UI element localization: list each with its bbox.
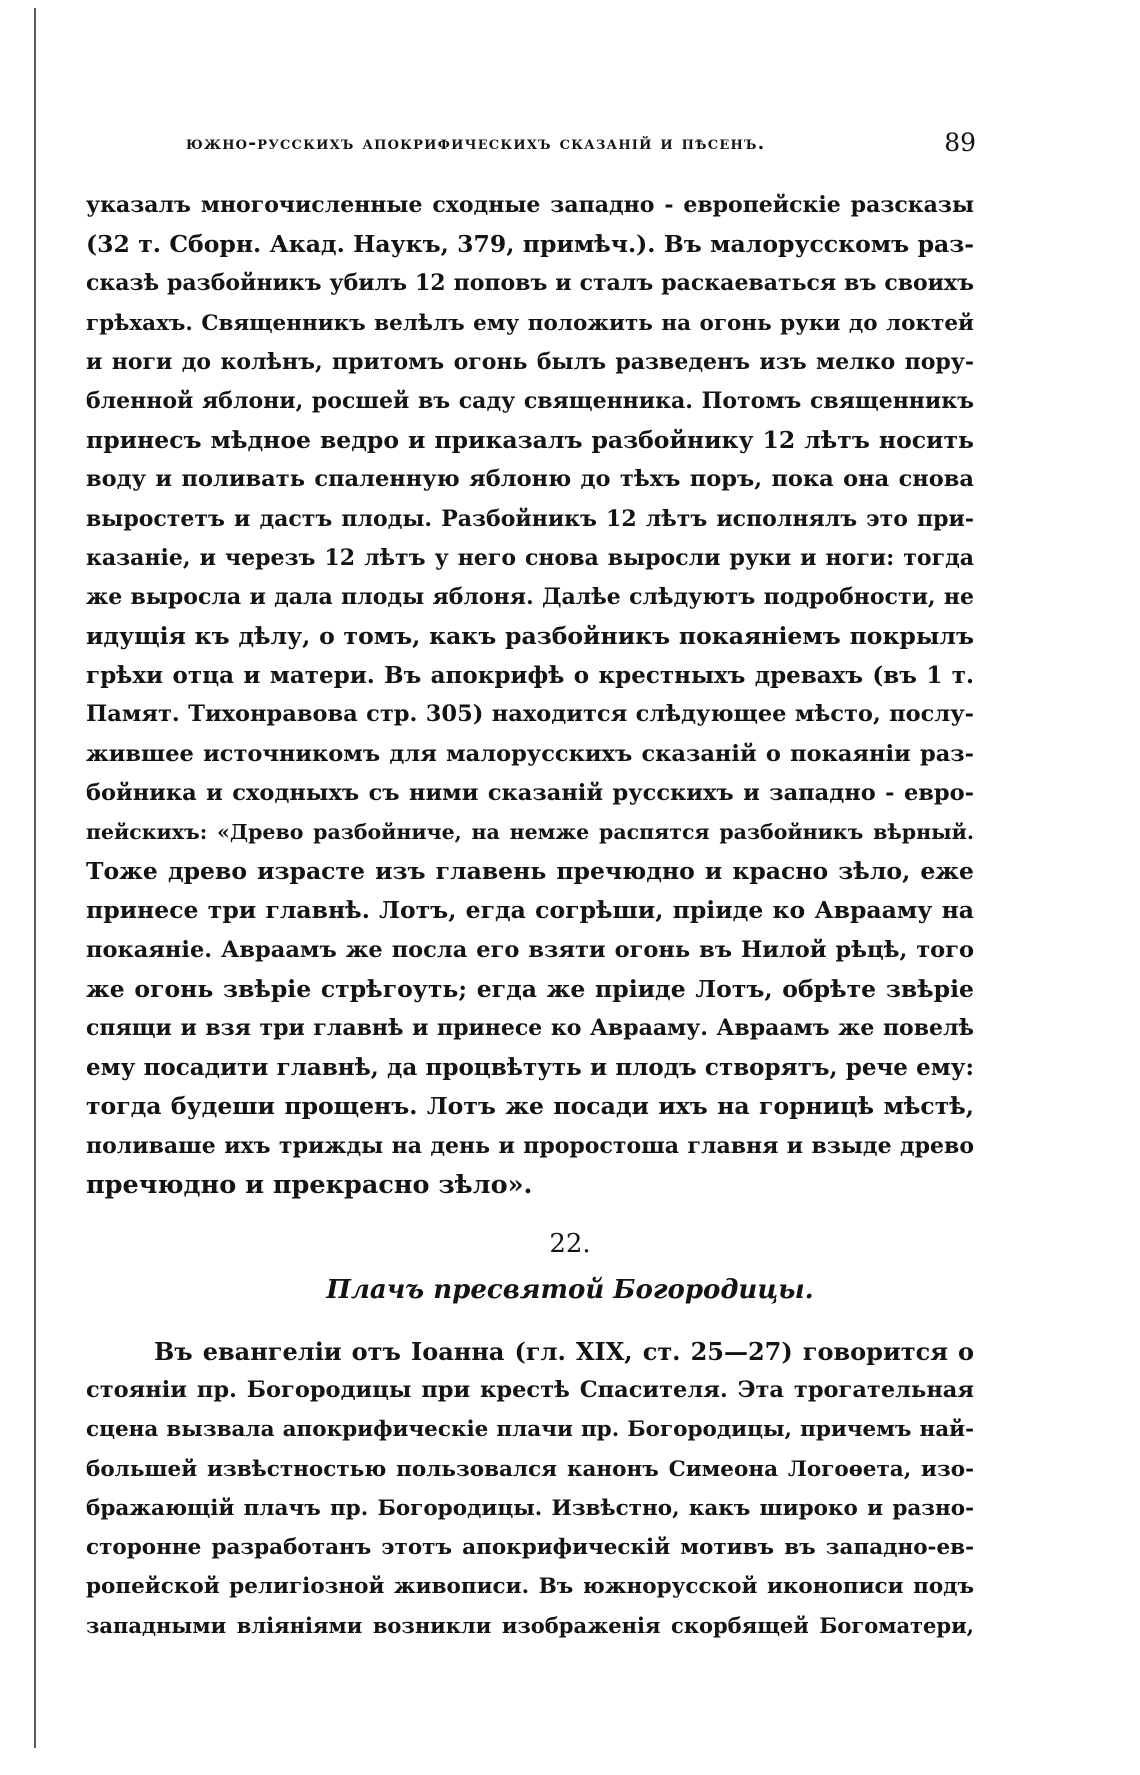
text-line: стояніи пр. Богородицы при крестѣ Спасителя. Эта трогательная xyxy=(86,1377,974,1404)
text-line: ропейской религіозной живописи. Въ южнорусской иконописи подъ xyxy=(86,1574,974,1600)
section-number: 22. xyxy=(549,1229,591,1259)
text-line: казаніе, и черезъ 12 лѣтъ у него снова выросли руки и ноги: тогда xyxy=(86,544,974,571)
binding-edge-rule xyxy=(34,8,36,1748)
text-line: воду и поливать спаленную яблоню до тѣхъ поръ, пока она снова xyxy=(86,466,974,493)
text-line: же огонь звѣріе стрѣгоуть; егда же пріиде Лотъ, обрѣте звѣріе xyxy=(86,974,974,1003)
text-line: идущія къ дѣлу, о томъ, какъ разбойникъ покаяніемъ покрылъ xyxy=(86,622,974,651)
text-line: поливаше ихъ трижды на день и проростоша главня и взыде древо xyxy=(86,1132,974,1159)
text-line: покаяніе. Авраамъ же посла его взяти огонь въ Нилой рѣцѣ, того xyxy=(86,936,974,963)
text-line: сказѣ разбойникъ убилъ 12 поповъ и сталъ раскаеваться въ своихъ xyxy=(86,270,974,297)
text-line: принесъ мѣдное ведро и приказалъ разбойнику 12 лѣтъ носить xyxy=(86,426,974,455)
page-number: 89 xyxy=(944,128,976,157)
text-line: тогда будеши прощенъ. Лотъ же посади ихъ на горницѣ мѣстѣ, xyxy=(86,1092,974,1121)
text-line: бражающій плачъ пр. Богородицы. Извѣстно, какъ широко и разно- xyxy=(86,1495,974,1521)
page-header xyxy=(186,128,976,160)
text-line: спящи и взя три главнѣ и принесе ко Аврааму. Авраамъ же повелѣ xyxy=(86,1014,974,1041)
text-line: западными вліяніями возникли изображенія скорбящей Богоматери, xyxy=(86,1613,974,1639)
text-line: пейскихъ: «Древо разбойниче, на немже распятся разбойникъ вѣрный. xyxy=(86,820,974,844)
section-title: Плачъ пресвятой Богородицы. xyxy=(326,1275,814,1305)
text-line: Памят. Тихонравова стр. 305) находится слѣдующее мѣсто, послу- xyxy=(86,701,974,728)
text-line-first: Въ евангеліи отъ Іоанна (гл. XIX, ст. 25—27) говорится о xyxy=(154,1337,974,1366)
running-head: южно-русскихъ апокрифическихъ сказаній и пѣсенъ. xyxy=(186,132,766,154)
paragraph-1 xyxy=(86,186,974,1205)
text-line: жившее источникомъ для малорусскихъ сказаній о покаяніи раз- xyxy=(86,740,974,767)
text-line-last: пречюдно и прекрасно зѣло». xyxy=(86,1169,533,1200)
text-line: же выросла и дала плоды яблоня. Далѣе слѣдуютъ подробности, не xyxy=(86,583,974,610)
text-line: большей извѣстностью пользовался канонъ Симеона Логоѳета, изо- xyxy=(86,1456,974,1482)
text-line: Тоже древо израсте изъ главень пречюдно и красно зѣло, еже xyxy=(86,857,974,886)
text-line: принесе три главнѣ. Лотъ, егда согрѣши, пріиде ко Аврааму на xyxy=(86,896,974,925)
text-line: грѣхи отца и матери. Въ апокрифѣ о крестныхъ древахъ (въ 1 т. xyxy=(86,662,974,690)
text-line: и ноги до колѣнъ, притомъ огонь былъ разведенъ изъ мелко пору- xyxy=(86,348,974,375)
text-line: сцена вызвала апокрифическіе плачи пр. Богородицы, причемъ най- xyxy=(86,1417,974,1443)
text-line: сторонне разработанъ этотъ апокрифическій мотивъ въ западно-ев- xyxy=(86,1534,974,1560)
text-line: указалъ многочисленные сходные западно - европейскіе разсказы xyxy=(86,192,974,218)
text-line: ему посадити главнѣ, да процвѣтуть и плодъ створятъ, рече ему: xyxy=(86,1054,974,1082)
text-line: (32 т. Сборн. Акад. Наукъ, 379, примѣч.). Въ малорусскомъ раз- xyxy=(86,230,974,259)
text-line: грѣхахъ. Священникъ велѣлъ ему положить на огонь руки до локтей xyxy=(86,310,974,336)
text-line: бленной яблони, росшей въ саду священника. Потомъ священникъ xyxy=(86,387,974,414)
paragraph-2 xyxy=(86,1332,974,1646)
text-line: бойника и сходныхъ съ ними сказаній русскихъ и западно - евро- xyxy=(86,779,974,806)
text-line: выростетъ и дастъ плоды. Разбойникъ 12 лѣтъ исполнялъ это при- xyxy=(86,505,974,532)
